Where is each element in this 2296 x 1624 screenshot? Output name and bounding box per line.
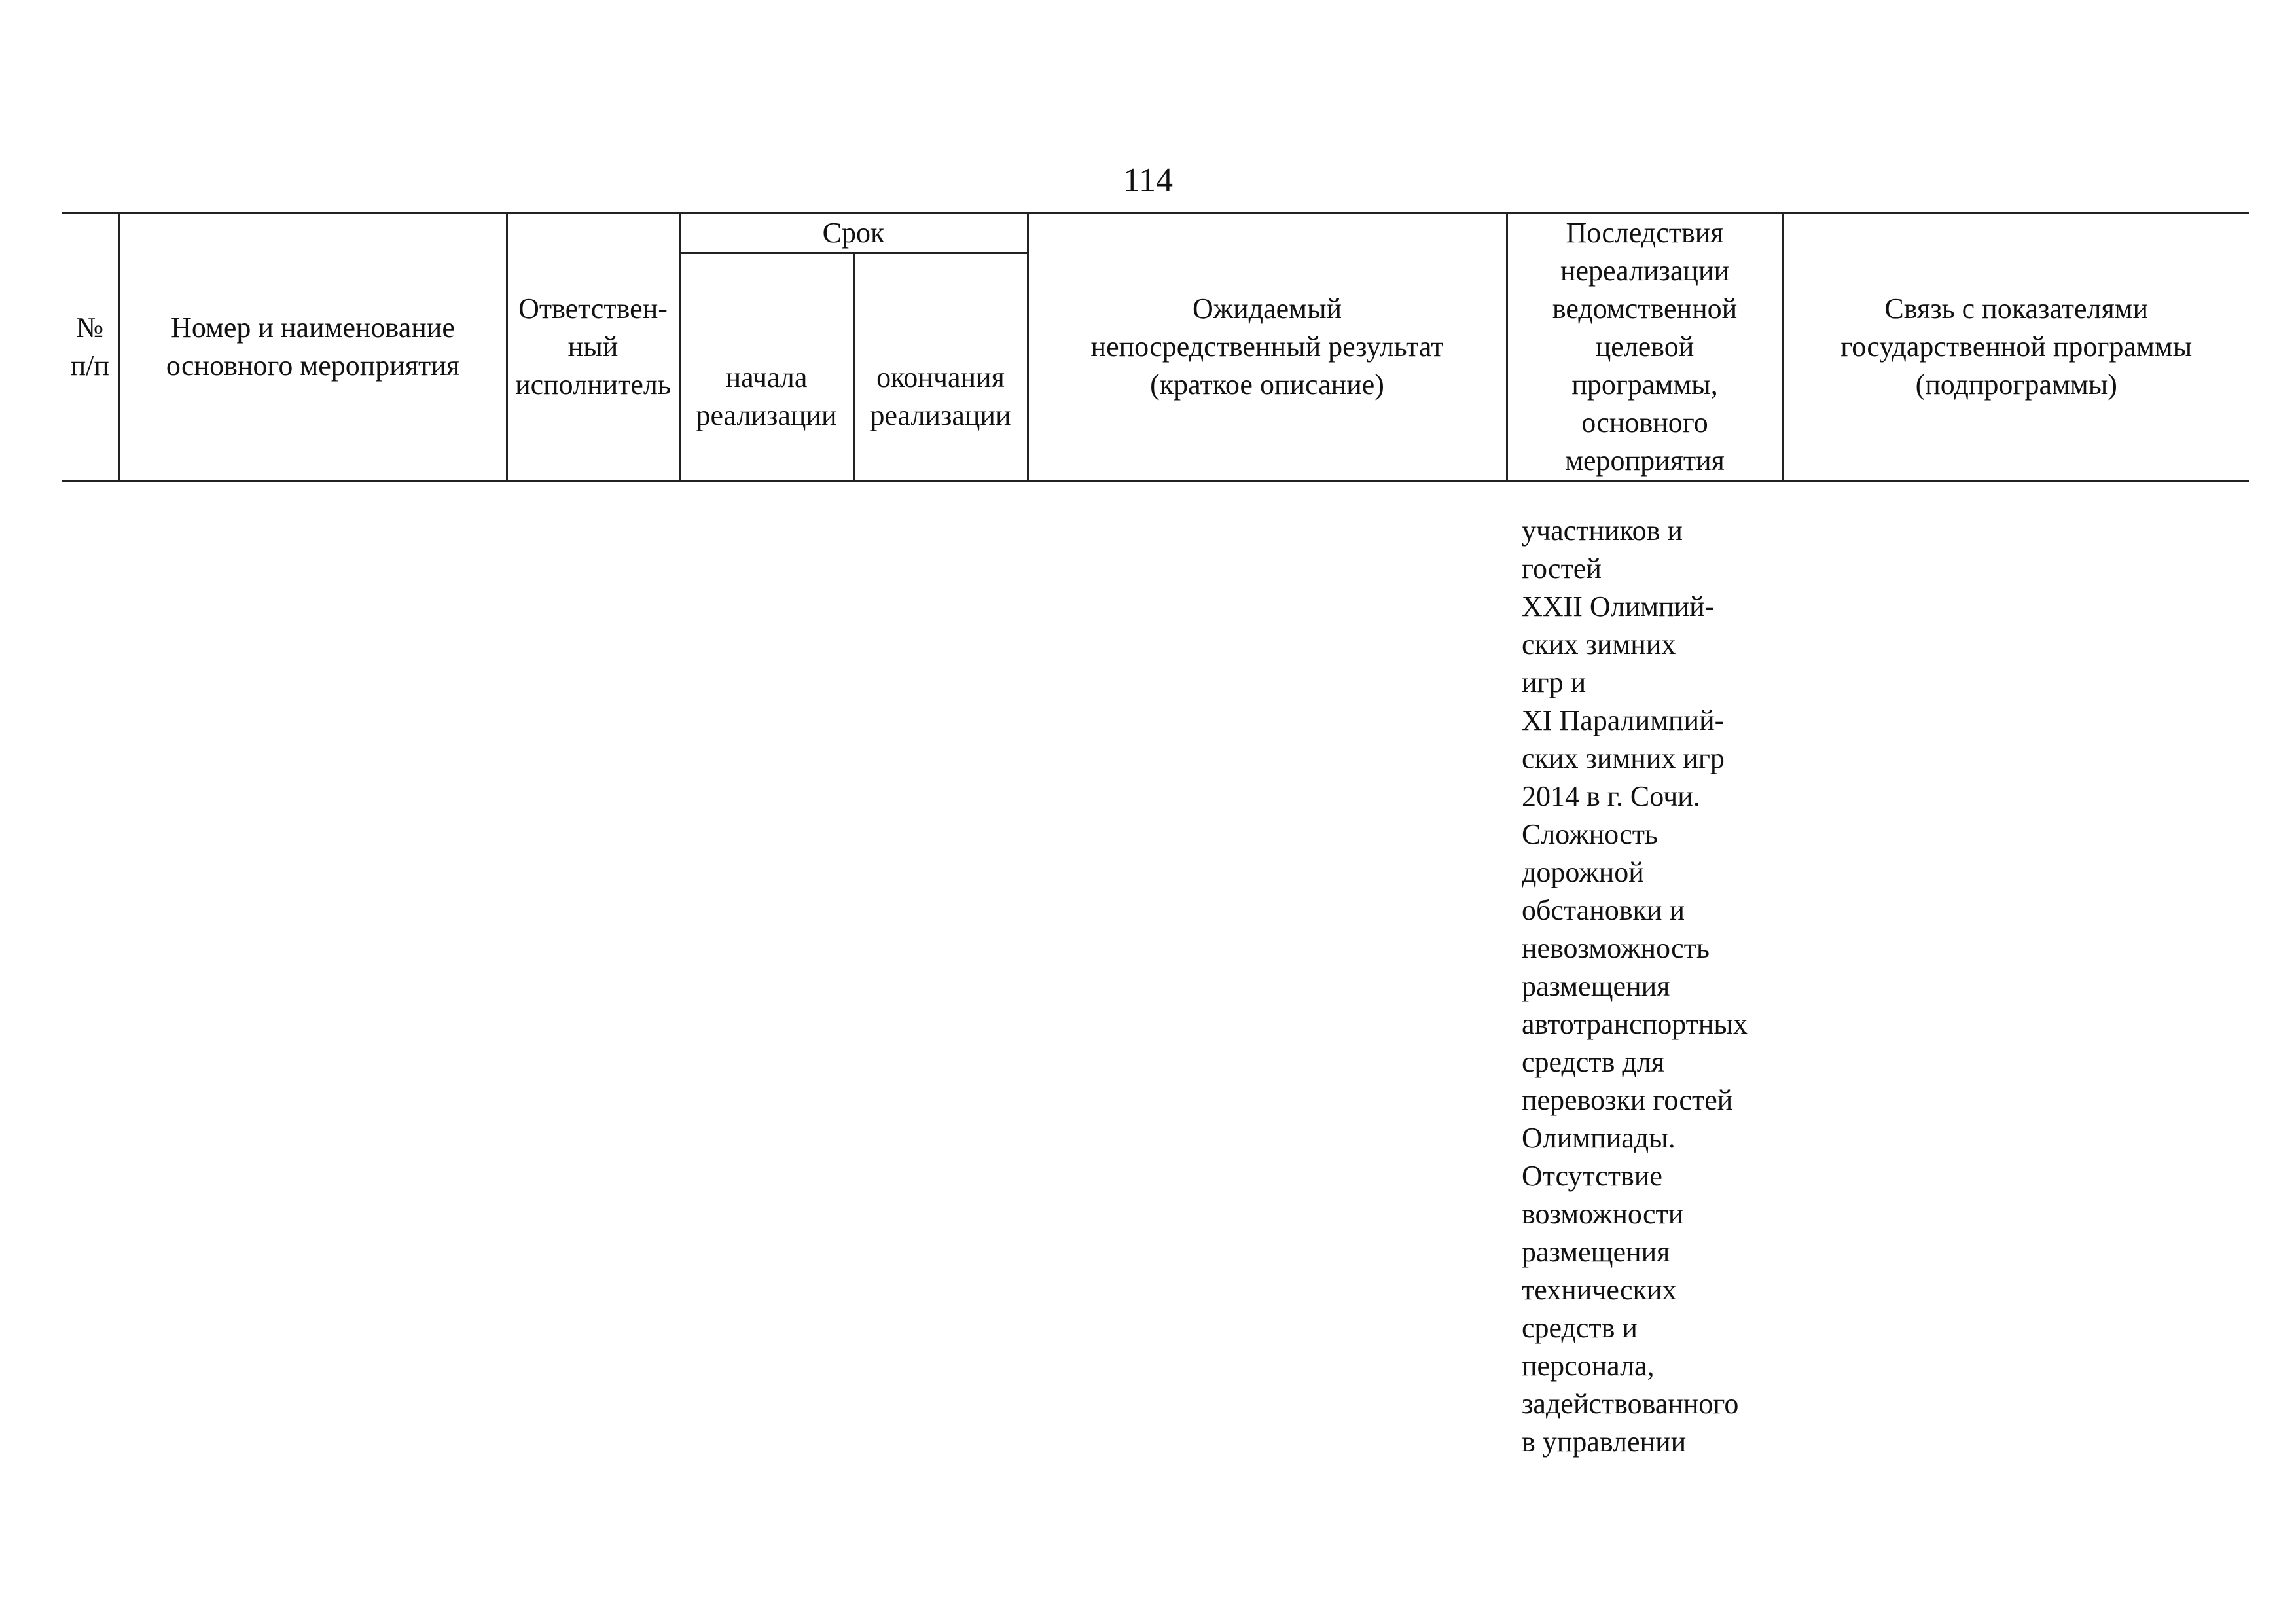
- consequences-cell-text: участников и гостей XXII Олимпий- ских зимних игр и XI Паралимпий- ских зимних игр 2014 в г. Сочи. Сложность дорожной обстановки и невозможность размещения автотранспортных средств для перевозки гостей Олимпиады. Отсутствие возможности размещения технических средств и персонала, задействованного в управлении: [1522, 514, 1748, 1458]
- column-header-name: Номер и наименование основного мероприятия: [119, 213, 507, 481]
- column-header-link: Связь с показателями государственной программы (подпрограммы): [1783, 213, 2249, 481]
- table-header: [62, 212, 2249, 482]
- column-header-term-end: окончания реализации: [853, 253, 1028, 481]
- page-number: 114: [1122, 162, 1174, 199]
- column-header-responsible: Ответствен- ный исполнитель: [507, 213, 679, 481]
- column-header-term: Срок: [679, 213, 1028, 253]
- column-header-result: Ожидаемый непосредственный результат (краткое описание): [1028, 213, 1507, 481]
- column-header-number: № п/п: [62, 213, 119, 481]
- column-header-term-start: начала реализации: [679, 253, 853, 481]
- column-header-consequences: Последствия нереализации ведомственной целевой программы, основного мероприятия: [1507, 213, 1783, 481]
